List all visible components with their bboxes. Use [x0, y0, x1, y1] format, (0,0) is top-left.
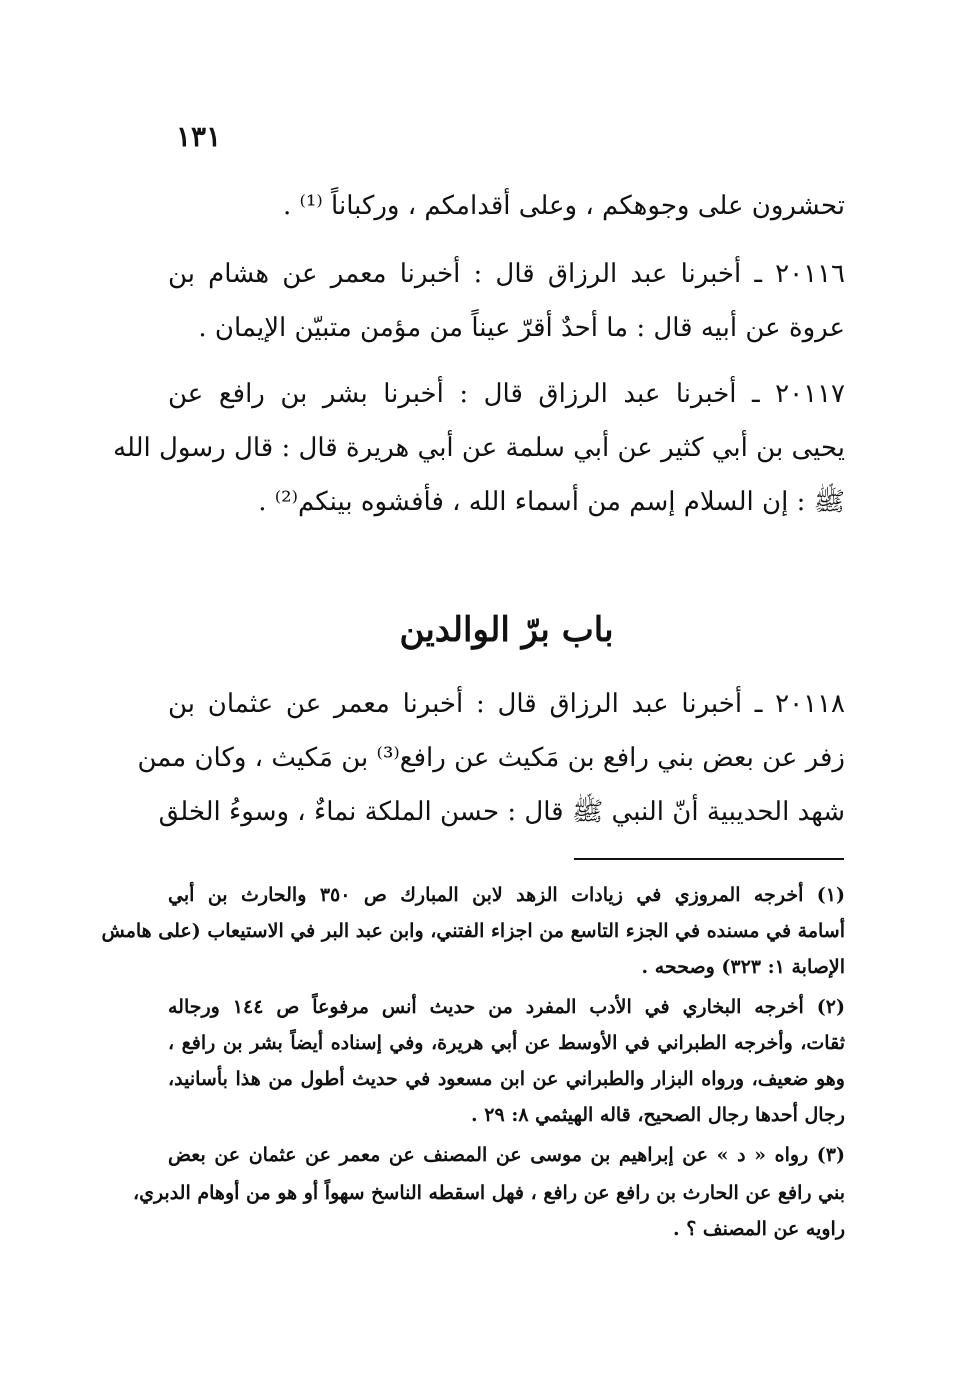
footnote-1-line-1: (١) أخرجه المروزي في زيادات الزهد لابن المبارك ص ٣٥٠ والحارث بن أبي — [168, 884, 846, 906]
footnote-1-line-3: الإصابة ١: ٣٢٣) وصححه . — [641, 956, 845, 978]
hadith-20117-line-3: ﷺ : إن السلام إسم من أسماء الله ، فأفشوه بينكم⁽²⁾ . — [258, 487, 845, 517]
hadith-20118-line-1: ٢٠١١٨ ـ أخبرنا عبد الرزاق قال : أخبرنا معمر عن عثمان بن — [168, 689, 845, 719]
footnote-1-line-2: أسامة في مسنده في الجزء التاسع من اجزاء الفتني، وابن عبد البر في الاستيعاب (على هامش — [101, 920, 845, 942]
footnote-3-line-2: بني رافع عن الحارث بن رافع عن رافع ، فهل اسقطه الناسخ سهواً أو هو من أوهام الدبري، — [132, 1182, 845, 1204]
hadith-20117-line-1: ٢٠١١٧ ـ أخبرنا عبد الرزاق قال : أخبرنا بشر بن رافع عن — [168, 379, 845, 409]
footnote-2-line-1: (٢) أخرجه البخاري في الأدب المفرد من حديث أنس مرفوعاً ص ١٤٤ ورجاله — [168, 996, 845, 1018]
footnote-3-line-1: (٣) رواه « د » عن إبراهيم بن موسى عن المصنف عن معمر عن عثمان عن بعض — [168, 1144, 845, 1166]
footnote-2-line-2: ثقات، وأخرجه الطبراني في الأوسط عن أبي هريرة، وفي إسناده أيضاً بشر بن رافع ، — [168, 1032, 845, 1054]
footnote-2-line-4: رجال أحدها رجال الصحيح، قاله الهيثمي ٨: ٢٩ . — [471, 1104, 845, 1126]
footnote-2-line-3: وهو ضعيف، ورواه البزار والطبراني عن ابن مسعود في حديث أطول من هذا بأسانيد، — [168, 1068, 845, 1090]
footnote-3-line-3: راويه عن المصنف ؟ . — [673, 1218, 845, 1240]
footnote-separator — [574, 858, 844, 860]
page-number: ١٣١ — [176, 120, 222, 153]
continuation-line: تحشرون على وجوهكم ، وعلى أقدامكم ، وركباناً ⁽¹⁾ . — [283, 191, 845, 221]
chapter-title: باب برّ الوالدين — [399, 610, 614, 650]
hadith-20118-line-2: زفر عن بعض بني رافع بن مَكيث عن رافع⁽³⁾ بن مَكيث ، وكان ممن — [137, 743, 845, 773]
hadith-20117-line-2: يحيى بن أبي كثير عن أبي سلمة عن أبي هريرة قال : قال رسول الله — [113, 433, 845, 463]
hadith-20116-line-2: عروة عن أبيه قال : ما أحدٌ أقرّ عيناً من مؤمن متبيّن الإيمان . — [198, 313, 845, 343]
hadith-20116-line-1: ٢٠١١٦ ـ أخبرنا عبد الرزاق قال : أخبرنا معمر عن هشام بن — [168, 259, 845, 289]
hadith-20118-line-3: شهد الحديبية أنّ النبي ﷺ قال : حسن الملكة نماءٌ ، وسوءُ الخلق — [158, 797, 845, 827]
